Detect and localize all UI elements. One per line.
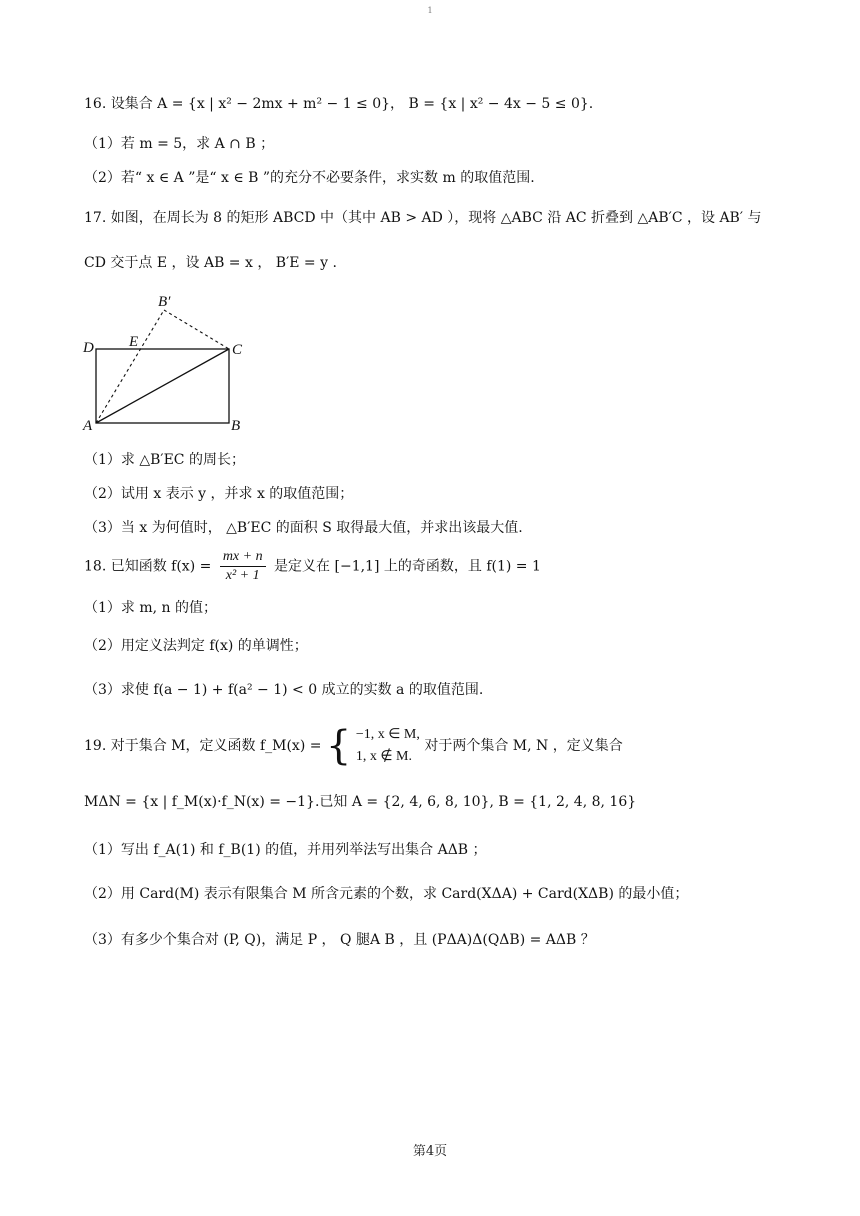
q16-part1: （1）若 m = 5，求 A ∩ B ； [84,136,275,152]
label-b: B [231,418,241,434]
q19-case2: 1, x ∉ M. [355,749,412,764]
q18-stem [84,548,541,585]
q19-stem-post: 对于两个集合 M, N ，定义集合 [424,738,623,754]
q18-part2: （2）用定义法判定 f(x) 的单调性； [84,638,308,654]
diagonal-ac [96,349,229,423]
label-c: C [232,342,243,358]
q19-part3: （3）有多少个集合对 (P, Q)，满足 P ， Q 腿A B ，且 (PΔA)Δ(QΔB) = AΔB ？ [84,932,595,948]
q19-cases [356,724,420,768]
label-a: A [83,418,93,434]
q18-fraction [220,548,266,585]
q17-figure [80,290,250,440]
q17-stem-line2: CD 交于点 E ，设 AB = x ， B′E = y . [84,255,337,271]
q17-part3: （3）当 x 为何值时， △B′EC 的面积 S 取得最大值，并求出该最大值. [84,520,523,536]
q19-stem-pre: 19. 对于集合 M，定义函数 f_M(x) = [84,738,322,754]
q17-part1: （1）求 △B′EC 的周长； [84,452,245,468]
q18-fraction-denominator: x² + 1 [225,568,260,583]
q19-left-brace: { [325,723,352,769]
q16-part2: （2）若“ x ∈ A ”是“ x ∈ B ”的充分不必要条件，求实数 m 的取值范围. [84,170,535,186]
fold-ab-prime [96,310,164,423]
q19-stem [84,722,623,770]
q16-stem: 16. 设集合 A = {x | x² − 2mx + m² − 1 ≤ 0}， B = {x | x² − 4x − 5 ≤ 0}. [84,96,594,112]
q17-part2: （2）试用 x 表示 y ，并求 x 的取值范围； [84,486,354,502]
page-footer: 第4页 [412,1144,448,1159]
label-d: D [83,340,94,356]
q18-stem-pre: 18. 已知函数 f(x) = [84,558,212,575]
label-b-prime: B′ [158,294,171,310]
q17-stem-line1: 17. 如图，在周长为 8 的矩形 ABCD 中（其中 AB > AD ），现将 △ABC 沿 AC 折叠到 △AB′C ，设 AB′ 与 [84,210,762,226]
q18-stem-post: 是定义在 [−1,1] 上的奇函数，且 f(1) = 1 [274,558,541,575]
q19-part1: （1）写出 f_A(1) 和 f_B(1) 的值，并用列举法写出集合 AΔB ； [84,842,487,858]
q18-fraction-numerator: mx + n [220,548,266,567]
q18-part1: （1）求 m, n 的值； [84,600,217,616]
q19-case1: −1, x ∈ M, [355,727,420,742]
q19-definition: MΔN = {x | f_M(x)·f_N(x) = −1}.已知 A = {2, 4, 6, 8, 10}, B = {1, 2, 4, 8, 16} [84,794,637,810]
page-header-mark: 1 [427,6,433,15]
label-e: E [129,334,139,350]
fold-b-prime-c [164,310,229,349]
q19-part2: （2）用 Card(M) 表示有限集合 M 所含元素的个数，求 Card(XΔA) + Card(XΔB) 的最小值； [84,886,689,902]
q18-part3: （3）求使 f(a − 1) + f(a² − 1) < 0 成立的实数 a 的取值范围. [84,682,484,698]
